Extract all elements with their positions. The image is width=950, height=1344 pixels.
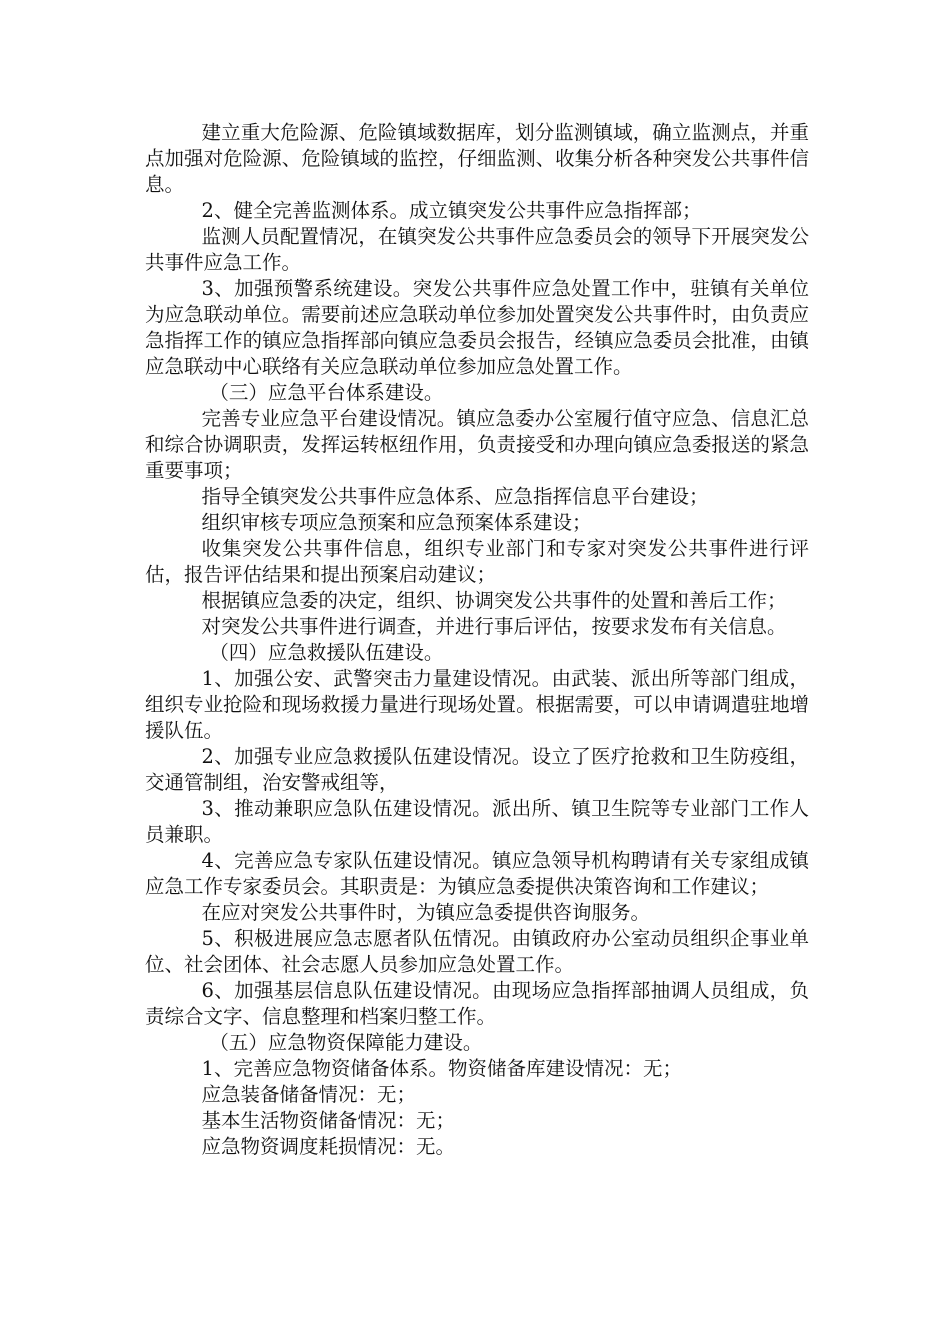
paragraph-platform-guidance: 指导全镇突发公共事件应急体系、应急指挥信息平台建设； (201, 485, 709, 508)
paragraph-supplies-dispatch: 应急物资调度耗损情况：无。 (201, 1135, 456, 1158)
section-heading-supplies: （五）应急物资保障能力建设。 (209, 1031, 483, 1054)
section-heading-platform: （三）应急平台体系建设。 (209, 381, 444, 404)
paragraph-expert-teams: 4、完善应急专家队伍建设情况。镇应急领导机构聘请有关专家组成镇应急工作专家委员会。其职责是：为镇应急委提供决策咨询和工作建议； (145, 849, 809, 898)
document-body (145, 120, 809, 1160)
paragraph-monitoring-system: 2、健全完善监测体系。成立镇突发公共事件应急指挥部； (201, 199, 702, 222)
paragraph-warning-system: 3、加强预警系统建设。突发公共事件应急处置工作中，驻镇有关单位为应急联动单位。需要前述应急联动单位参加处置突发公共事件时，由负责应急指挥工作的镇应急指挥部向镇应急委员会报告，经镇应急委员会批准，由镇应急联动中心联络有关应急联动单位参加应急处置工作。 (145, 277, 809, 378)
paragraph-information-collection: 收集突发公共事件信息，组织专业部门和专家对突发公共事件进行评估，报告评估结果和提出预案启动建议； (145, 537, 809, 586)
paragraph-professional-rescue: 2、加强专业应急救援队伍建设情况。设立了医疗抢救和卫生防疫组，交通管制组，治安警戒组等， (145, 745, 809, 794)
paragraph-part-time-teams: 3、推动兼职应急队伍建设情况。派出所、镇卫生院等专业部门工作人员兼职。 (145, 797, 809, 846)
paragraph-coordination: 根据镇应急委的决定，组织、协调突发公共事件的处置和善后工作； (201, 589, 787, 612)
paragraph-expert-consulting: 在应对突发公共事件时，为镇应急委提供咨询服务。 (201, 901, 651, 924)
section-heading-rescue-teams: （四）应急救援队伍建设。 (209, 641, 444, 664)
paragraph-investigation: 对突发公共事件进行调查，并进行事后评估，按要求发布有关信息。 (201, 615, 787, 638)
paragraph-platform-construction: 完善专业应急平台建设情况。镇应急委办公室履行值守应急、信息汇总和综合协调职责，发挥运转枢纽作用，负责接受和办理向镇应急委报送的紧急重要事项； (145, 407, 809, 482)
paragraph-information-teams: 6、加强基层信息队伍建设情况。由现场应急指挥部抽调人员组成，负责综合文字、信息整理和档案归整工作。 (145, 979, 809, 1028)
paragraph-living-supplies: 基本生活物资储备情况：无； (201, 1109, 456, 1132)
paragraph-monitoring-staff: 监测人员配置情况，在镇突发公共事件应急委员会的领导下开展突发公共事件应急工作。 (145, 225, 809, 274)
paragraph-volunteer-teams: 5、积极进展应急志愿者队伍情况。由镇政府办公室动员组织企事业单位、社会团体、社会志愿人员参加应急处置工作。 (145, 927, 809, 976)
paragraph-monitoring-database: 建立重大危险源、危险镇域数据库，划分监测镇域，确立监测点，并重点加强对危险源、危险镇域的监控，仔细监测、收集分析各种突发公共事件信息。 (145, 121, 809, 196)
paragraph-equipment-reserve: 应急装备储备情况：无； (201, 1083, 417, 1106)
paragraph-police-forces: 1、加强公安、武警突击力量建设情况。由武装、派出所等部门组成，组织专业抢险和现场救援力量进行现场处置。根据需要，可以申请调遣驻地增援队伍。 (145, 667, 809, 742)
paragraph-supplies-reserve: 1、完善应急物资储备体系。物资储备库建设情况：无； (201, 1057, 682, 1080)
paragraph-plan-review: 组织审核专项应急预案和应急预案体系建设； (201, 511, 592, 534)
